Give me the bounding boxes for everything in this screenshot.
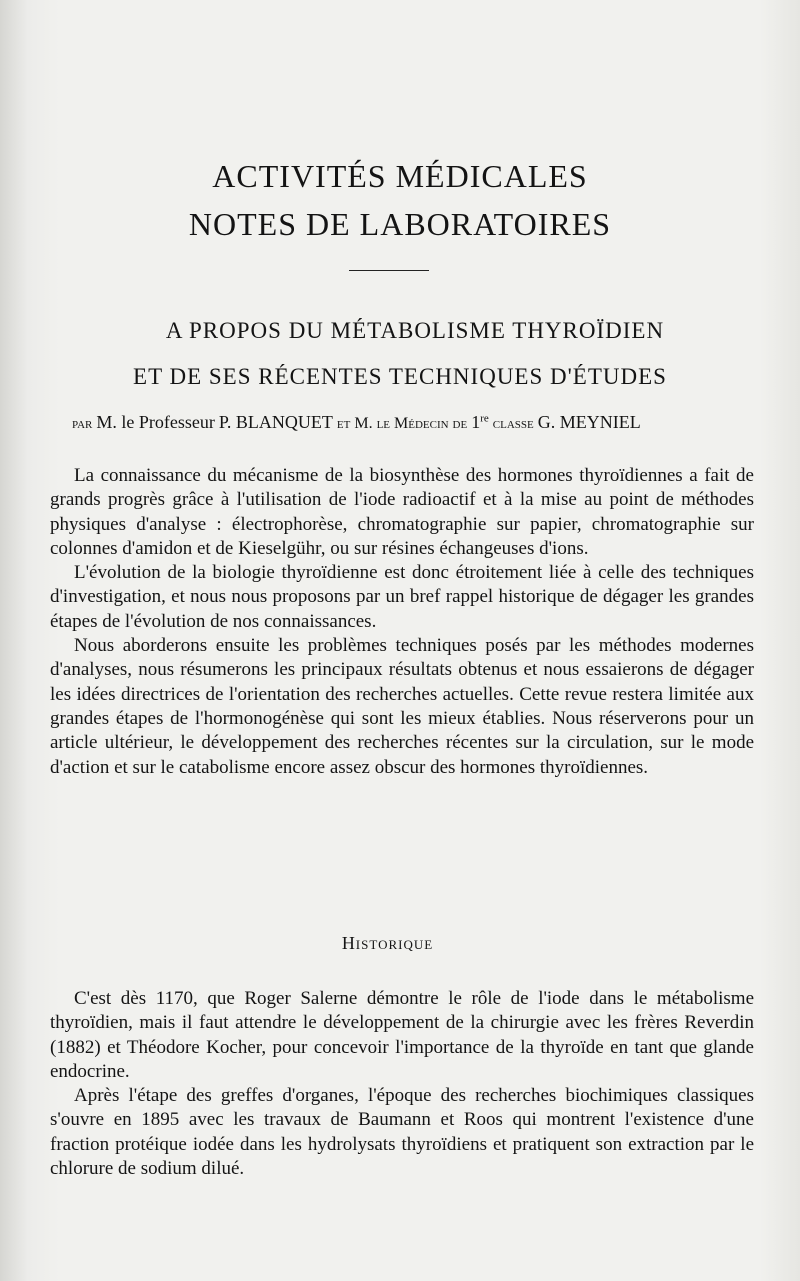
historique-paragraph: Après l'étape des greffes d'organes, l'époque des recherches biochimiques classiques s'ouvre en 1895 avec les travaux de Baumann et Roos qui montrent l'existence d'une fraction protéique iodée dans les hydrolysats thyroïdiens et pratiquent son extraction par le chlorure de sodium dilué. [50, 1085, 754, 1180]
historique-heading: Historique [341, 933, 434, 953]
title-divider [349, 270, 429, 271]
byline-rank-suffix: re [480, 412, 489, 425]
byline-rank-number: 1 [471, 412, 481, 432]
intro-paragraph: L'évolution de la biologie thyroïdienne est donc étroitement liée à celle des techniques d'investigation, et nous nous proposons par un bref rappel historique de dégager les grandes étapes de l'évolution de nos connaissances. [50, 562, 754, 632]
byline-author2-name: G. MEYNIEL [537, 412, 641, 432]
intro-paragraph: La connaissance du mécanisme de la biosynthèse des hormones thyroïdiennes a fait de grands progrès grâce à l'utilisation de l'iode radioactif et à la mise au point de méthodes physiques d'analyse : électrophorèse, chromatographie sur papier, chromatographie sur colonnes d'amidon et de Kieselgühr, ou sur résines échangeuses d'ions. [50, 465, 754, 559]
byline-par: par [72, 415, 93, 432]
byline [72, 412, 752, 433]
section-title-line2: NOTES DE LABORATOIRES [188, 206, 612, 242]
byline-author1-title: M. le Professeur [96, 412, 215, 432]
article-title-line1: A PROPOS DU MÉTABOLISME THYROÏDIEN [165, 318, 665, 343]
intro-section [50, 464, 754, 780]
byline-rank-class: classe [492, 415, 534, 432]
intro-paragraph: Nous aborderons ensuite les problèmes techniques posés par les méthodes modernes d'analyses, nous résumerons les principaux résultats obtenus et nous essaierons de dégager les idées directrices de l'orientation des recherches actuelles. Cette revue restera limitée aux grandes étapes de l'hormonogénèse qui sont les mieux établies. Nous réserverons pour un article ultérieur, le développement des recherches récentes sur la circulation, sur le mode d'action et sur le catabolisme encore assez obscur des hormones thyroïdiennes. [50, 635, 754, 778]
byline-author2-title: M. le Médecin de [354, 415, 468, 432]
historique-paragraph: C'est dès 1170, que Roger Salerne démontre le rôle de l'iode dans le métabolisme thyroïdien, mais il faut attendre le développement de la chirurgie avec les frères Reverdin (1882) et Théodore Kocher, pour concevoir l'importance de la thyroïde en tant que glande endocrine. [50, 988, 754, 1082]
byline-et: et [336, 415, 351, 432]
section-title-line1: ACTIVITÉS MÉDICALES [212, 158, 588, 194]
article-title-line2: ET DE SES RÉCENTES TECHNIQUES D'ÉTUDES [133, 364, 667, 389]
byline-author1-name: P. BLANQUET [218, 412, 333, 432]
historique-section [50, 987, 754, 1181]
